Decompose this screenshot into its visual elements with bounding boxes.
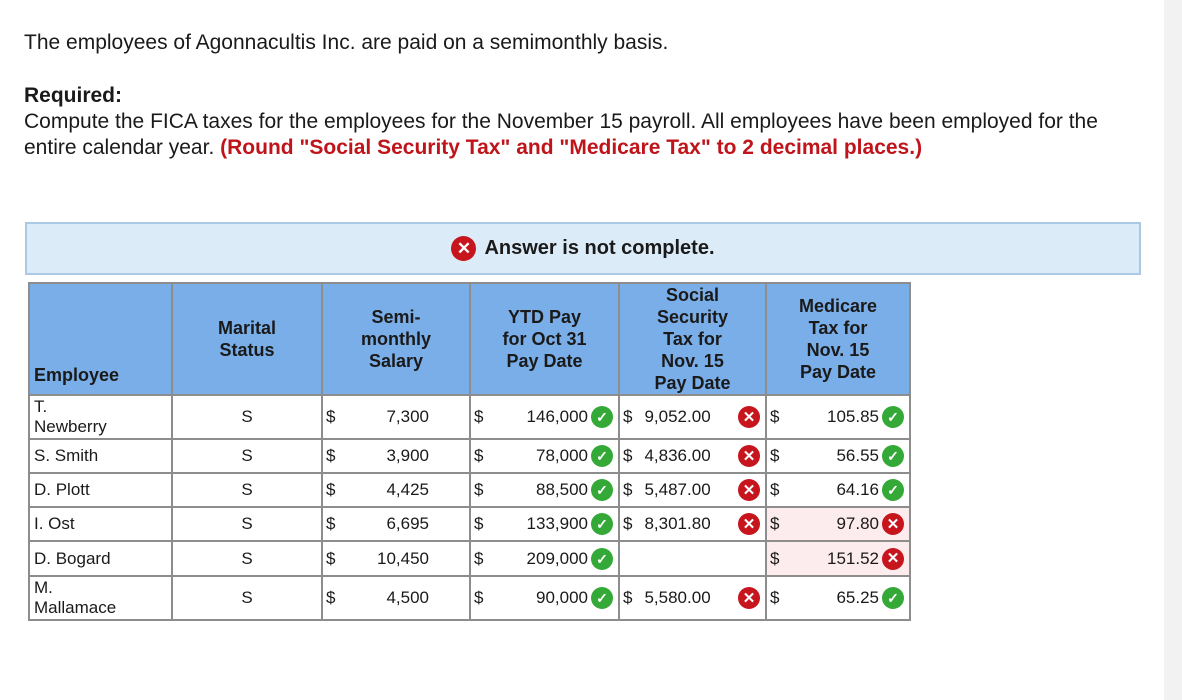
salary-value: 3,900 xyxy=(386,446,429,465)
x-circle-icon: ✕ xyxy=(738,445,760,467)
rounding-note: (Round "Social Security Tax" and "Medicare Tax" to 2 decimal places.) xyxy=(220,136,923,159)
salary-cell: $ 4,425 xyxy=(322,473,470,507)
ytd-pay-input[interactable]: 88,500 xyxy=(536,480,588,499)
salary-value: 4,425 xyxy=(386,480,429,499)
x-circle-icon: ✕ xyxy=(738,513,760,535)
medicare-tax-cell[interactable]: $ 151.52 ✕ xyxy=(766,541,910,576)
ss-tax-cell[interactable]: $ 8,301.80 ✕ xyxy=(619,507,766,541)
x-circle-icon: ✕ xyxy=(882,548,904,570)
ss-tax-cell[interactable]: $ 9,052.00 ✕ xyxy=(619,395,766,439)
medicare-tax-cell[interactable]: $ 65.25 ✓ xyxy=(766,576,910,620)
ss-tax-input[interactable]: 5,487.00 xyxy=(644,480,711,499)
marital-status-cell: S xyxy=(172,439,322,473)
header-row xyxy=(29,283,910,395)
marital-status-cell: S xyxy=(172,473,322,507)
check-circle-icon: ✓ xyxy=(591,406,613,428)
employee-name-cell: T. Newberry xyxy=(29,395,172,439)
check-circle-icon: ✓ xyxy=(882,406,904,428)
header-marital-status: Marital Status xyxy=(172,283,322,395)
banner-text: Answer is not complete. xyxy=(484,237,715,259)
ytd-pay-input[interactable]: 78,000 xyxy=(536,446,588,465)
medicare-tax-cell[interactable]: $ 105.85 ✓ xyxy=(766,395,910,439)
salary-value: 6,695 xyxy=(386,514,429,533)
salary-value: 10,450 xyxy=(377,548,429,568)
table-row xyxy=(29,576,910,620)
ytd-pay-cell[interactable]: $ 146,000 ✓ xyxy=(470,395,619,439)
ytd-pay-cell[interactable]: $ 88,500 ✓ xyxy=(470,473,619,507)
ss-tax-input[interactable]: 8,301.80 xyxy=(644,514,711,533)
table-row xyxy=(29,395,910,439)
ytd-pay-cell[interactable]: $ 133,900 ✓ xyxy=(470,507,619,541)
ss-tax-cell[interactable]: $ 5,580.00 ✕ xyxy=(619,576,766,620)
table-row xyxy=(29,507,910,541)
intro-text: The employees of Agonnacultis Inc. are paid on a semimonthly basis. xyxy=(24,31,669,54)
ytd-pay-cell[interactable]: $ 209,000 ✓ xyxy=(470,541,619,576)
employee-name-cell: I. Ost xyxy=(29,507,172,541)
check-circle-icon: ✓ xyxy=(591,548,613,570)
check-circle-icon: ✓ xyxy=(882,479,904,501)
x-circle-icon: ✕ xyxy=(738,479,760,501)
x-circle-icon: ✕ xyxy=(451,236,476,261)
ytd-pay-input[interactable]: 146,000 xyxy=(526,407,588,426)
salary-value: 4,500 xyxy=(386,588,429,607)
check-circle-icon: ✓ xyxy=(882,445,904,467)
salary-cell: $ 3,900 xyxy=(322,439,470,473)
header-employee: Employee xyxy=(29,283,172,395)
ss-tax-cell[interactable]: $ 5,487.00 ✕ xyxy=(619,473,766,507)
fica-table xyxy=(28,282,911,621)
marital-status-cell: S xyxy=(172,507,322,541)
medicare-tax-input[interactable]: 56.55 xyxy=(836,446,879,465)
salary-cell: $ 6,695 xyxy=(322,507,470,541)
ytd-pay-input[interactable]: 133,900 xyxy=(526,514,588,533)
salary-cell: $ 7,300 xyxy=(322,395,470,439)
check-circle-icon: ✓ xyxy=(882,587,904,609)
medicare-tax-input[interactable]: 65.25 xyxy=(836,588,879,607)
ytd-pay-cell[interactable]: $ 90,000 ✓ xyxy=(470,576,619,620)
marital-status-cell: S xyxy=(172,576,322,620)
header-medicare-tax: Medicare Tax for Nov. 15 Pay Date xyxy=(766,283,910,395)
required-heading: Required: xyxy=(24,84,123,107)
ytd-pay-cell[interactable]: $ 78,000 ✓ xyxy=(470,439,619,473)
employee-name-cell: M. Mallamace xyxy=(29,576,172,620)
check-circle-icon: ✓ xyxy=(591,513,613,535)
medicare-tax-cell[interactable]: $ 56.55 ✓ xyxy=(766,439,910,473)
x-circle-icon: ✕ xyxy=(738,587,760,609)
medicare-tax-input[interactable]: 64.16 xyxy=(836,480,879,499)
check-circle-icon: ✓ xyxy=(591,587,613,609)
marital-status-cell: S xyxy=(172,541,322,576)
employee-name-cell: S. Smith xyxy=(29,439,172,473)
ss-tax-input[interactable]: 9,052.00 xyxy=(644,407,711,426)
ytd-pay-input[interactable]: 90,000 xyxy=(536,588,588,607)
ss-tax-cell[interactable]: $ 4,836.00 ✕ xyxy=(619,439,766,473)
salary-cell: $ 10,450 xyxy=(322,541,470,576)
table-row xyxy=(29,541,910,576)
header-ss-tax: Social Security Tax for Nov. 15 Pay Date xyxy=(619,283,766,395)
medicare-tax-input[interactable]: 105.85 xyxy=(827,407,879,426)
x-circle-icon: ✕ xyxy=(882,513,904,535)
required-text: Compute the FICA taxes for the employees for the November 15 payroll. All employees have been employed for the entire calendar year. xyxy=(24,110,1098,159)
ytd-pay-input[interactable]: 209,000 xyxy=(526,548,588,568)
table-row xyxy=(29,439,910,473)
employee-name-cell: D. Bogard xyxy=(29,541,172,576)
ss-tax-input[interactable]: 4,836.00 xyxy=(644,446,711,465)
table-row xyxy=(29,473,910,507)
ss-tax-cell[interactable] xyxy=(619,541,766,576)
scrollbar-track[interactable] xyxy=(1164,0,1182,700)
header-salary: Semi- monthly Salary xyxy=(322,283,470,395)
medicare-tax-input[interactable]: 97.80 xyxy=(836,514,879,533)
salary-value: 7,300 xyxy=(386,407,429,426)
status-banner xyxy=(25,222,1141,275)
medicare-tax-input[interactable]: 151.52 xyxy=(827,548,879,568)
marital-status-cell: S xyxy=(172,395,322,439)
employee-name-cell: D. Plott xyxy=(29,473,172,507)
medicare-tax-cell[interactable]: $ 64.16 ✓ xyxy=(766,473,910,507)
ss-tax-input[interactable]: 5,580.00 xyxy=(644,588,711,607)
header-ytd-pay: YTD Pay for Oct 31 Pay Date xyxy=(470,283,619,395)
medicare-tax-cell[interactable]: $ 97.80 ✕ xyxy=(766,507,910,541)
required-block xyxy=(24,83,1134,161)
salary-cell: $ 4,500 xyxy=(322,576,470,620)
check-circle-icon: ✓ xyxy=(591,479,613,501)
check-circle-icon: ✓ xyxy=(591,445,613,467)
x-circle-icon: ✕ xyxy=(738,406,760,428)
